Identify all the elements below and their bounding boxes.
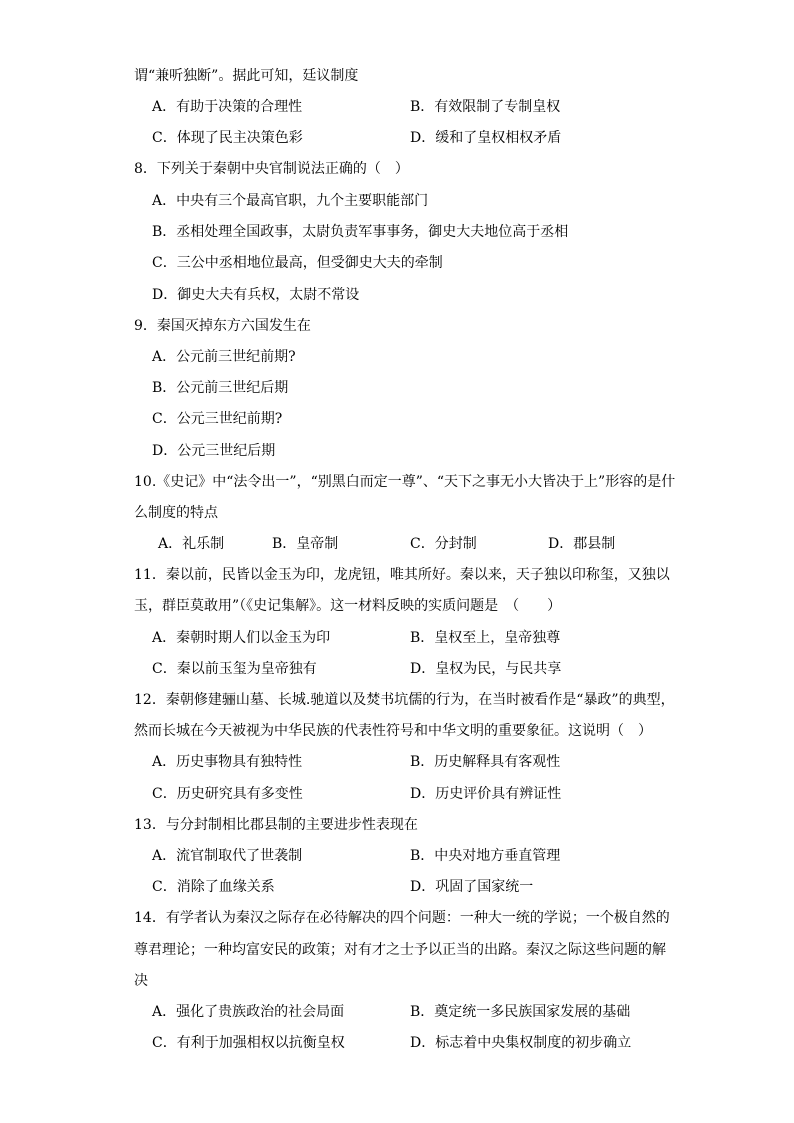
q9-stem: 9．秦国灭掉东方六国发生在 <box>134 318 311 334</box>
q11-option-d: D．皇权为民，与民共享 <box>410 661 562 677</box>
q9-option-a: A．公元前三世纪前期? <box>152 349 296 365</box>
q12-stem-line2: 然而长城在今天被视为中华民族的代表性符号和中华文明的重要象征。这说明（ ） <box>134 723 652 739</box>
q13-option-d: D．巩固了国家统一 <box>410 879 534 895</box>
q12-option-b: B．历史解释具有客观性 <box>410 754 561 770</box>
q9-option-b: B．公元前三世纪后期 <box>152 380 289 396</box>
q9-option-c: C．公元三世纪前期? <box>152 411 283 427</box>
q7-option-b: B．有效限制了专制皇权 <box>410 99 561 115</box>
q8-stem: 8．下列关于秦朝中央官制说法正确的（ ） <box>134 161 409 177</box>
q11-stem-line1: 11．秦以前，民皆以金玉为印，龙虎钮，唯其所好。秦以来，天子独以印称玺，又独以 <box>134 567 670 583</box>
q13-option-c: C．消除了血缘关系 <box>152 879 275 895</box>
q7-stem-tail: 谓“兼听独断”。据此可知，廷议制度 <box>134 68 359 84</box>
q13-option-b: B．中央对地方垂直管理 <box>410 848 561 864</box>
q12-option-d: D．历史评价具有辨证性 <box>410 786 562 802</box>
q12-option-a: A．历史事物具有独特性 <box>152 754 303 770</box>
q13-option-a: A．流官制取代了世袭制 <box>152 848 303 864</box>
q14-option-c: C．有利于加强相权以抗衡皇权 <box>152 1035 345 1051</box>
q10-option-b: B．皇帝制 <box>272 536 339 552</box>
q9-option-d: D．公元三世纪后期 <box>152 443 276 459</box>
q14-stem-line2: 尊君理论；一种均富安民的政策；对有才之士予以正当的出路。秦汉之际这些问题的解 <box>134 942 666 958</box>
q11-option-b: B．皇权至上，皇帝独尊 <box>410 630 561 646</box>
q11-option-c: C．秦以前玉玺为皇帝独有 <box>152 661 317 677</box>
q11-option-a: A．秦朝时期人们以金玉为印 <box>152 630 331 646</box>
q13-stem: 13．与分封制相比郡县制的主要进步性表现在 <box>134 817 418 833</box>
q8-option-d: D．御史大夫有兵权，太尉不常设 <box>152 287 360 303</box>
q7-option-c: C．体现了民主决策色彩 <box>152 130 303 146</box>
q10-option-a: A．礼乐制 <box>158 536 225 552</box>
q8-option-c: C．三公中丞相地位最高，但受御史大夫的牵制 <box>152 255 443 271</box>
q8-option-b: B．丞相处理全国政事，太尉负责军事事务，御史大夫地位高于丞相 <box>152 224 569 240</box>
q14-stem-line1: 14．有学者认为秦汉之际存在必待解决的四个问题：一种大一统的学说；一个极自然的 <box>134 910 670 926</box>
q10-stem-line1: 10.《史记》中“法令出一”，“别黑白而定一尊”、“天下之事无小大皆决于上”形容的是什 <box>134 474 676 490</box>
q11-stem-line2: 玉，群臣莫敢用”（《史记集解》。这一材料反映的实质问题是 （ ） <box>134 598 562 614</box>
q12-stem-line1: 12．秦朝修建骊山墓、长城.驰道以及焚书坑儒的行为，在当时被看作是“暴政”的典型， <box>134 692 675 708</box>
q14-option-a: A．强化了贵族政治的社会局面 <box>152 1004 345 1020</box>
q8-option-a: A．中央有三个最高官职，九个主要职能部门 <box>152 193 429 209</box>
q7-option-d: D．缓和了皇权相权矛盾 <box>410 130 562 146</box>
q10-stem-line2: 么制度的特点 <box>134 505 218 521</box>
q14-stem-line3: 决 <box>134 973 148 989</box>
q10-option-c: C．分封制 <box>410 536 477 552</box>
q14-option-d: D．标志着中央集权制度的初步确立 <box>410 1035 632 1051</box>
q12-option-c: C．历史研究具有多变性 <box>152 786 303 802</box>
q7-option-a: A．有助于决策的合理性 <box>152 99 303 115</box>
q10-option-d: D．郡县制 <box>548 536 616 552</box>
q14-option-b: B．奠定统一多民族国家发展的基础 <box>410 1004 631 1020</box>
